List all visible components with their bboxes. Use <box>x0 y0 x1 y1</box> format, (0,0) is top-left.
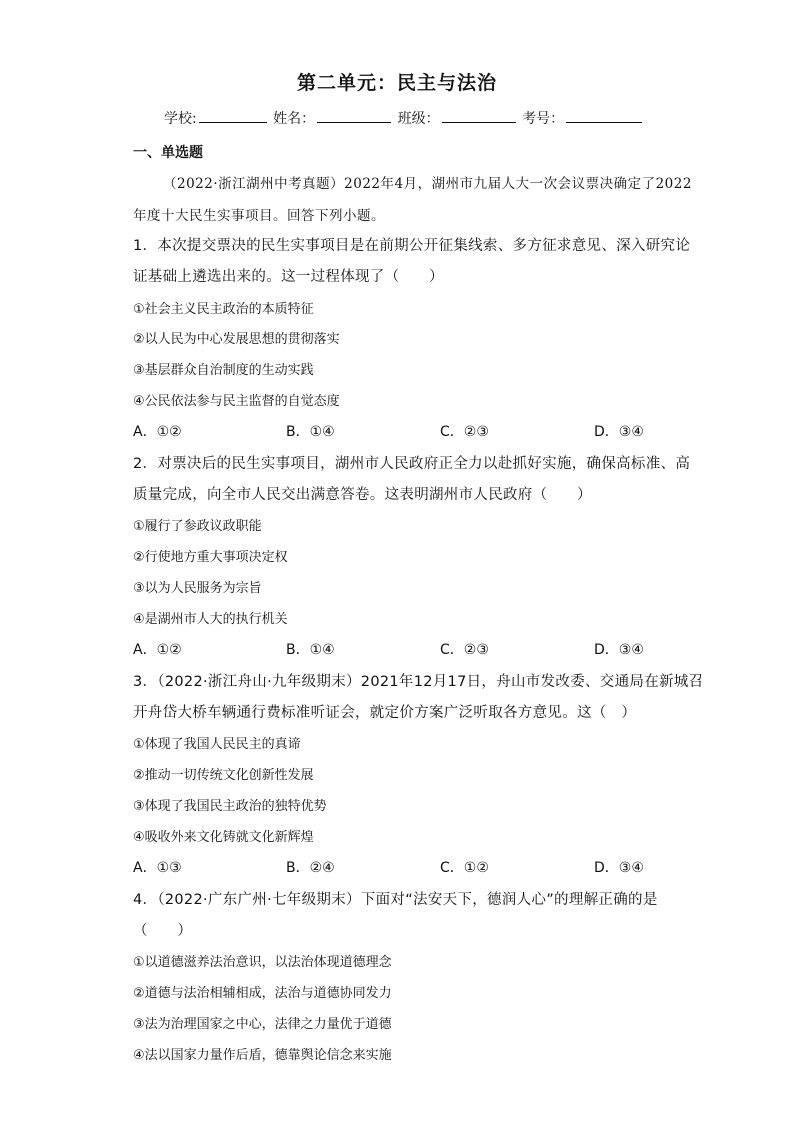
question-1-line-1: 1．本次提交票决的民生实事项目是在前期公开征集线索、多方征求意见、深入研究论 <box>133 238 691 254</box>
name-label: 姓名： <box>273 111 316 127</box>
question-4-item-2: ②道德与法治相辅相成，法治与道德协同发力 <box>133 986 392 1001</box>
choice-d[interactable]: D．③④ <box>594 642 644 658</box>
choice-d[interactable]: D．③④ <box>594 860 644 876</box>
question-2-item-3: ③以为人民服务为宗旨 <box>133 581 262 596</box>
question-2-item-4: ④是湖州市人大的执行机关 <box>133 612 288 627</box>
choice-a[interactable]: A．①② <box>133 642 182 658</box>
question-4-line-1: 4．（2022·广东广州·七年级期末）下面对“法安天下，德润人心”的理解正确的是 <box>133 892 658 908</box>
question-4-item-3: ③法为治理国家之中心，法律之力量优于道德 <box>133 1017 392 1032</box>
class-blank[interactable] <box>442 108 516 123</box>
question-2-line-1: 2．对票决后的民生实事项目，湖州市人民政府正全力以赴抓好实施，确保高标准、高 <box>133 456 691 472</box>
question-2-item-1: ①履行了参政议政职能 <box>133 519 262 534</box>
question-1-item-2: ②以人民为中心发展思想的贯彻落实 <box>133 332 340 347</box>
question-3-item-3: ③体现了我国民主政治的独特优势 <box>133 799 327 814</box>
student-info-row <box>164 108 644 128</box>
class-label: 班级： <box>397 111 440 127</box>
question-1-item-3: ③基层群众自治制度的生动实践 <box>133 363 314 378</box>
choice-c[interactable]: C．②③ <box>440 424 489 440</box>
choice-b[interactable]: B．①④ <box>286 424 335 440</box>
exam-no-blank[interactable] <box>566 108 642 123</box>
question-4-item-4: ④法以国家力量作后盾，德靠舆论信念来实施 <box>133 1048 392 1063</box>
section-heading: 一、单选题 <box>133 145 203 161</box>
choice-b[interactable]: B．①④ <box>286 642 335 658</box>
question-2-item-2: ②行使地方重大事项决定权 <box>133 550 288 565</box>
choice-b[interactable]: B．②④ <box>286 860 335 876</box>
choice-c[interactable]: C．②③ <box>440 642 489 658</box>
question-3-item-4: ④吸收外来文化铸就文化新辉煌 <box>133 830 314 845</box>
choice-d[interactable]: D．③④ <box>594 424 644 440</box>
question-4-line-2: （ ） <box>133 923 193 939</box>
choice-a[interactable]: A．①② <box>133 424 182 440</box>
question-3-item-1: ①体现了我国人民民主的真谛 <box>133 737 301 752</box>
school-blank[interactable] <box>199 108 267 123</box>
question-1-line-2: 证基础上遴选出来的。这一过程体现了（ ） <box>133 269 444 285</box>
question-2-line-2: 质量完成，向全市人民交出满意答卷。这表明湖州市人民政府（ ） <box>133 487 592 503</box>
passage-line-1: （2022·浙江湖州中考真题）2022年4月，湖州市九届人大一次会议票决确定了2022 <box>163 176 692 192</box>
question-4-item-1: ①以道德滋养法治意识，以法治体现道德理念 <box>133 955 392 970</box>
passage-line-2: 年度十大民生实事项目。回答下列小题。 <box>133 208 385 224</box>
question-3-item-2: ②推动一切传统文化创新性发展 <box>133 768 314 783</box>
name-blank[interactable] <box>317 108 391 123</box>
question-3-line-1: 3．（2022·浙江舟山·九年级期末）2021年12月17日，舟山市发改委、交通局在新城召 <box>133 674 704 690</box>
question-3-line-2: 开舟岱大桥车辆通行费标准听证会，就定价方案广泛听取各方意见。这（ ） <box>133 705 637 721</box>
question-1-item-4: ④公民依法参与民主监督的自觉态度 <box>133 394 340 409</box>
exam-no-label: 考号： <box>522 111 565 127</box>
school-label: 学校: <box>164 111 197 127</box>
page-title: 第二单元：民主与法治 <box>296 72 497 94</box>
choice-a[interactable]: A．①③ <box>133 860 182 876</box>
choice-c[interactable]: C．①② <box>440 860 489 876</box>
question-1-item-1: ①社会主义民主政治的本质特征 <box>133 302 314 317</box>
